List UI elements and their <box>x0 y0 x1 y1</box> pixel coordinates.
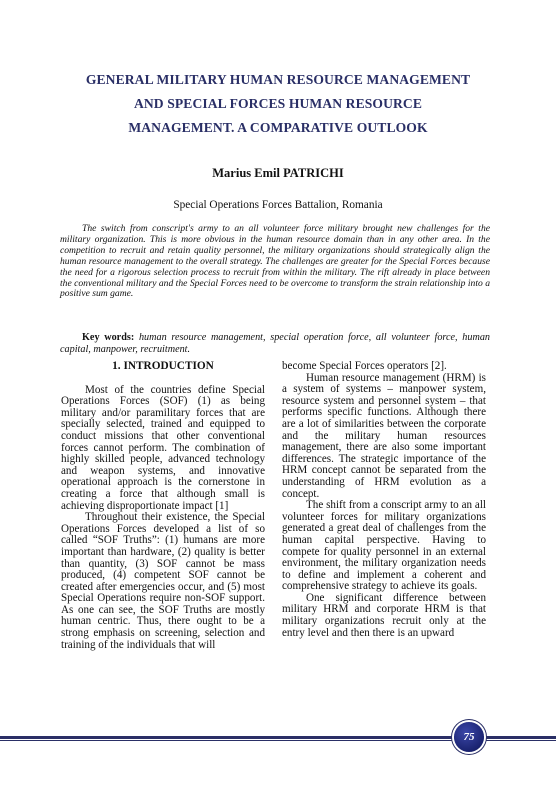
keywords-label: Key words: <box>82 332 135 343</box>
left-paragraph: Throughout their existence, the Special Operations Forces developed a list of so called “SOF Truths”: (1) humans are more important than hardware, (2) quality is better than quantity, (3) SOF cannot be mass produced, (4) competent SOF cannot be created after emergencies occur, and (5) most Special Operations require non-SOF support. As one can see, the SOF Truths are mostly human centric. Thus, there ought to be a strong emphasis on screening, selection and training of the individuals that will <box>61 511 265 651</box>
title-line-1: GENERAL MILITARY HUMAN RESOURCE MANAGEMENT <box>85 72 471 87</box>
right-column <box>282 361 486 639</box>
page-number-badge: 75 <box>454 722 484 752</box>
left-column <box>61 361 265 651</box>
keywords <box>60 332 490 355</box>
keywords-text: human resource management, special operation force, all volunteer force, human capital, manpower, recruitment. <box>60 332 491 355</box>
abstract: The switch from conscript's army to an all volunteer force military brought new challenges for the military organization. This is more obvious in the human resource domain than in any other area. In the competition to recruit and retain quality personnel, the military organizations should strategically align the human resource management to the overall strategy. The challenges are greater for the Special Forces because the need for a rigorous selection process to recruit from within the military. The rift already in place between the conventional military and the Special Forces need to be overcome to transform the strain relationship into a positive sum game. <box>60 223 490 300</box>
section-heading: 1. INTRODUCTION <box>112 360 214 372</box>
paper-title <box>40 68 516 140</box>
right-paragraph: The shift from a conscript army to an all volunteer forces for military organizations generated a great deal of challenges from the human capital perspective. Having to compete for quality personnel in an external environment, the military organization needs to define and implement a coherent and comprehensive strategy to achieve its goals. <box>282 499 486 593</box>
author-affiliation: Special Operations Forces Battalion, Romania <box>173 199 383 211</box>
right-paragraph: One significant difference between military HRM and corporate HRM is that military organizations recruit only at the entry level and then there is an upward <box>282 591 486 639</box>
left-paragraph: Most of the countries define Special Operations Forces (SOF) (1) as being military and/or paramilitary forces that are specially selected, trained and equipped to conduct missions that other conventional forces cannot perform. The combination of highly skilled people, advanced technology and weapon systems, and innovative operational approach is the cornerstone in creating a force that although small is achieving disproportionate impact [1] <box>61 383 265 512</box>
right-continuation: become Special Forces operators [2]. <box>282 360 447 372</box>
right-paragraph: Human resource management (HRM) is a system of systems – manpower system, resource system and personnel system – that performs specific functions. Although there are a lot of similarities between the corporate and the military human resources management, there are also some important differences. The strategic importance of the HRM concept cannot be separated from the understanding of HRM evolution as a concept. <box>282 371 486 500</box>
title-line-2: AND SPECIAL FORCES HUMAN RESOURCE <box>133 96 423 111</box>
title-line-3: MANAGEMENT. A COMPARATIVE OUTLOOK <box>128 120 428 135</box>
author-name: Marius Emil PATRICHI <box>212 166 344 180</box>
